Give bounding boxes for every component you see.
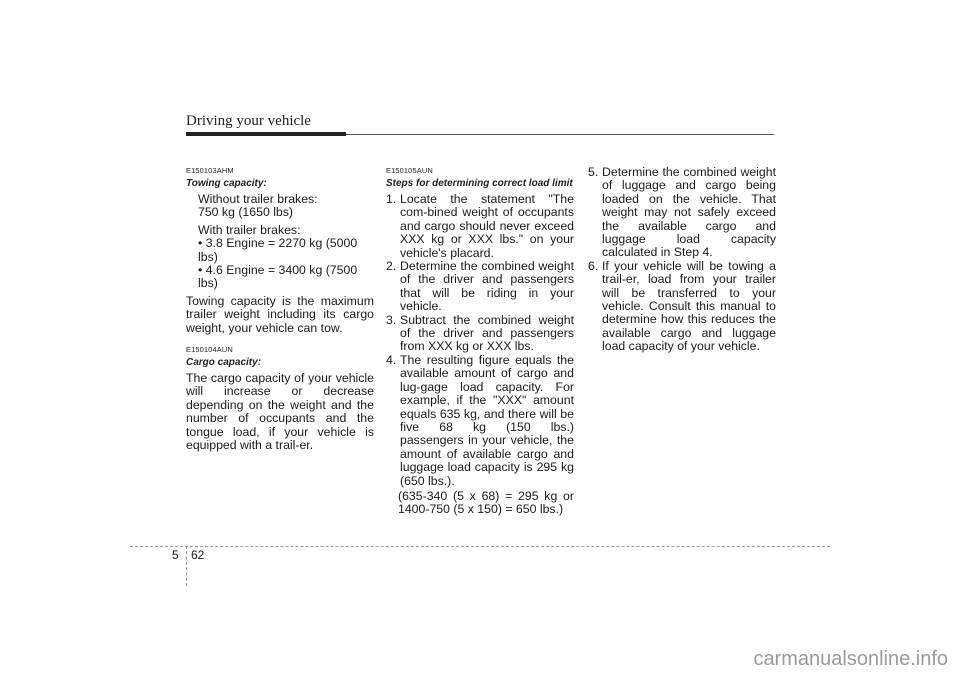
cargo-capacity-heading: Cargo capacity: — [186, 357, 262, 369]
section-code: E150105AUN — [386, 166, 433, 175]
step-item — [386, 260, 574, 314]
without-brakes-value: 750 kg (1650 lbs) — [198, 205, 294, 220]
section-number: 5 — [172, 548, 179, 562]
step-number: 5. — [588, 165, 599, 179]
cargo-paragraph: The cargo capacity of your vehicle will increase or decrease depending on the weight and the number of occupants and the tongue load, if your vehicle is equipped with a trail-er. — [186, 371, 374, 453]
step-number: 3. — [386, 312, 397, 327]
step-number: 4. — [386, 352, 397, 367]
watermark: carmanualsonline.info — [753, 648, 948, 670]
step-item — [588, 260, 776, 354]
towing-capacity-heading: Towing capacity: — [186, 178, 267, 189]
without-brakes-label: Without trailer brakes: — [198, 192, 318, 206]
column-1 — [186, 166, 374, 453]
step-text: The resulting figure equals the available amount of cargo and lug-gage load capacity. For example, if the "XXX" amount equals 635 kg, and there will be five 68 kg (150 lbs.) passengers in your vehicle, the amount of available cargo and luggage load capacity is 295 kg (650 lbs.). — [400, 352, 574, 488]
engine-46-value: • 4.6 Engine = 3400 kg (7500 lbs) — [198, 263, 358, 291]
step-item — [386, 354, 574, 488]
step-number: 2. — [386, 259, 397, 274]
with-brakes-label: With trailer brakes: — [198, 222, 301, 237]
section-code: E150104AUN — [186, 345, 233, 355]
step-text: Determine the combined weight of luggage and cargo being loaded on the vehicle. That weight may not safely exceed the available cargo and luggage load capacity calculated in Step 4. — [602, 165, 776, 260]
page-number: 62 — [191, 548, 205, 562]
page-header-title: Driving your vehicle — [186, 113, 311, 129]
step-item — [386, 314, 574, 354]
header-rule-accent — [186, 132, 346, 136]
step-text: Determine the combined weight of the driver and passengers that will be riding in your vehicle. — [400, 259, 574, 314]
load-limit-heading: Steps for determining correct load limit — [386, 178, 573, 189]
section-code: E150103AHM — [186, 166, 234, 175]
footer-divider — [186, 546, 187, 586]
step-number: 6. — [588, 258, 599, 273]
step-item — [588, 166, 776, 260]
step-text: Locate the statement "The com-bined weight of occupants and cargo should never exceed XXX kg or XXX lbs." on your vehicle's placard. — [400, 192, 574, 260]
column-2 — [386, 166, 574, 517]
towing-paragraph: Towing capacity is the maximum trailer weight including its cargo weight, your vehicle can tow. — [186, 293, 374, 335]
step-text: If your vehicle will be towing a trail-er, load from your trailer will be transferred to your vehicle. Consult this manual to determine how this reduces the available cargo and luggage load capacity of your vehicle. — [602, 258, 776, 354]
step-number: 1. — [386, 192, 397, 206]
column-3 — [588, 166, 776, 354]
footer-rule — [130, 546, 830, 547]
step-text: Subtract the combined weight of the driver and passengers from XXX kg or XXX lbs. — [400, 312, 574, 354]
step-item — [386, 193, 574, 260]
engine-38-value: • 3.8 Engine = 2270 kg (5000 lbs) — [198, 236, 358, 264]
example-formula: (635-340 (5 x 68) = 295 kg or 1400-750 (5 x 150) = 650 lbs.) — [398, 488, 574, 517]
